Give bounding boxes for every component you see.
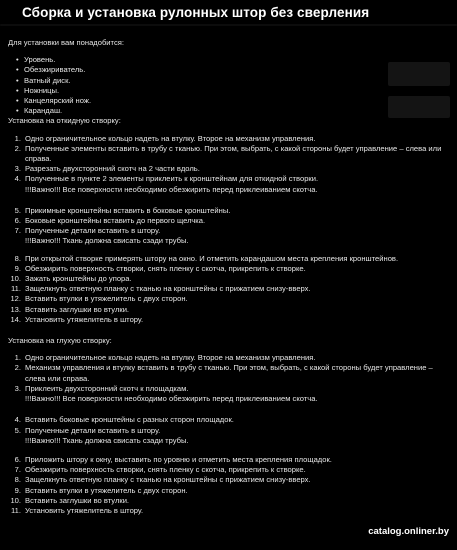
list-item: 13. Вставить заглушки во втулки. bbox=[10, 304, 130, 314]
section-title: Установка на глухую створку: bbox=[8, 336, 112, 346]
tools-list bbox=[8, 55, 448, 116]
warning-note: !!!Важно!!! Ткань должна свисать сзади трубы. bbox=[25, 236, 189, 246]
intro-text: Для установки вам понадобится: bbox=[8, 38, 124, 47]
list-item: 7. Обезжирить поверхность створки, снять пленку с скотча, прикрепить к створке. bbox=[14, 465, 306, 475]
list-item: • Уровень. bbox=[8, 55, 448, 65]
list-item: • Обезжириватель. bbox=[8, 65, 448, 75]
list-item: 4. Вставить боковые кронштейны с разных сторон площадок. bbox=[14, 415, 234, 425]
warning-note: !!!Важно!!! Ткань должна свисать сзади трубы. bbox=[25, 435, 189, 445]
list-item: 8. При открытой створке примерять штору на окно. И отметить карандашом места крепления кронштейнов. bbox=[14, 253, 399, 263]
list-item: • Канцелярский нож. bbox=[8, 96, 448, 106]
page-title: Сборка и установка рулонных штор без сверления bbox=[22, 5, 370, 20]
steps-list bbox=[8, 455, 448, 516]
steps-list bbox=[8, 254, 448, 325]
list-item: • Ватный диск. bbox=[8, 76, 448, 86]
steps-list bbox=[8, 353, 448, 394]
list-item: 12. Вставить втулки в утяжелитель с двух сторон. bbox=[10, 294, 188, 304]
list-item: 5. Прикимные кронштейны вставить в боковые кронштейны. bbox=[14, 205, 231, 215]
watermark: catalog.onliner.by bbox=[368, 526, 449, 537]
steps-list bbox=[8, 206, 448, 237]
list-item: 2. Полученные элементы вставить в трубу с тканью. При этом, выбрать, с какой стороны будет управление – слева или справа. bbox=[14, 143, 442, 164]
list-item: 3. Приклеить двухсторонний скотч к площадкам. bbox=[14, 383, 189, 393]
list-item: 6. Боковые кронштейны вставить до первого щелчка. bbox=[14, 216, 206, 226]
warning-note: !!!Важно!!! Все поверхности необходимо обезжирить перед приклеиванием скотча. bbox=[25, 394, 318, 404]
list-item: 1. Одно ограничительное кольцо надеть на втулку. Второе на механизм управления. bbox=[14, 133, 316, 143]
list-item: • Карандаш. bbox=[8, 106, 448, 116]
list-item: 11. Защелкнуть ответную планку с тканью на кронштейны с прижатием снизу-вверх. bbox=[11, 284, 311, 294]
warning-note: !!!Важно!!! Все поверхности необходимо обезжирить перед приклеиванием скотча. bbox=[25, 184, 318, 194]
steps-list bbox=[8, 134, 448, 185]
list-item: 1. Одно ограничительное кольцо надеть на втулку. Второе на механизм управления. bbox=[14, 353, 316, 363]
background-panel bbox=[0, 24, 457, 26]
list-item: • Ножницы. bbox=[8, 86, 448, 96]
list-item: 7. Полученные детали вставить в штору. bbox=[14, 226, 161, 236]
list-item: 5. Полученные детали вставить в штору. bbox=[14, 425, 161, 435]
steps-list bbox=[8, 415, 448, 435]
list-item: 3. Разрезать двухсторонний скотч на 2 части вдоль. bbox=[14, 164, 200, 174]
list-item: 14. Установить утяжелитель в штору. bbox=[10, 314, 144, 324]
list-item: 6. Приложить штору к окну, выставить по уровню и отметить места крепления площадок. bbox=[14, 454, 332, 464]
instructions bbox=[8, 38, 448, 516]
list-item: 9. Обезжирить поверхность створки, снять пленку с скотча, прикрепить к створке. bbox=[14, 263, 306, 273]
list-item: 10. Зажать кронштейны до упора. bbox=[10, 274, 132, 284]
section-title: Установка на откидную створку: bbox=[8, 116, 121, 126]
list-item: 9. Вставить втулки в утяжелитель с двух сторон. bbox=[14, 485, 188, 495]
list-item: 10. Вставить заглушки во втулки. bbox=[10, 495, 130, 505]
list-item: 8. Защелкнуть ответную планку с тканью на кронштейны с прижатием снизу-вверх. bbox=[14, 475, 311, 485]
list-item: 4. Полученные в пункте 2 элементы приклеить к кронштейнам для откидной створки. bbox=[14, 174, 319, 184]
list-item: 2. Механизм управления и втулку вставить в трубу с тканью. При этом, выбрать, с какой стороны будет управление – слева или справа. bbox=[14, 363, 433, 383]
list-item: 11. Установить утяжелитель в штору. bbox=[11, 505, 144, 515]
